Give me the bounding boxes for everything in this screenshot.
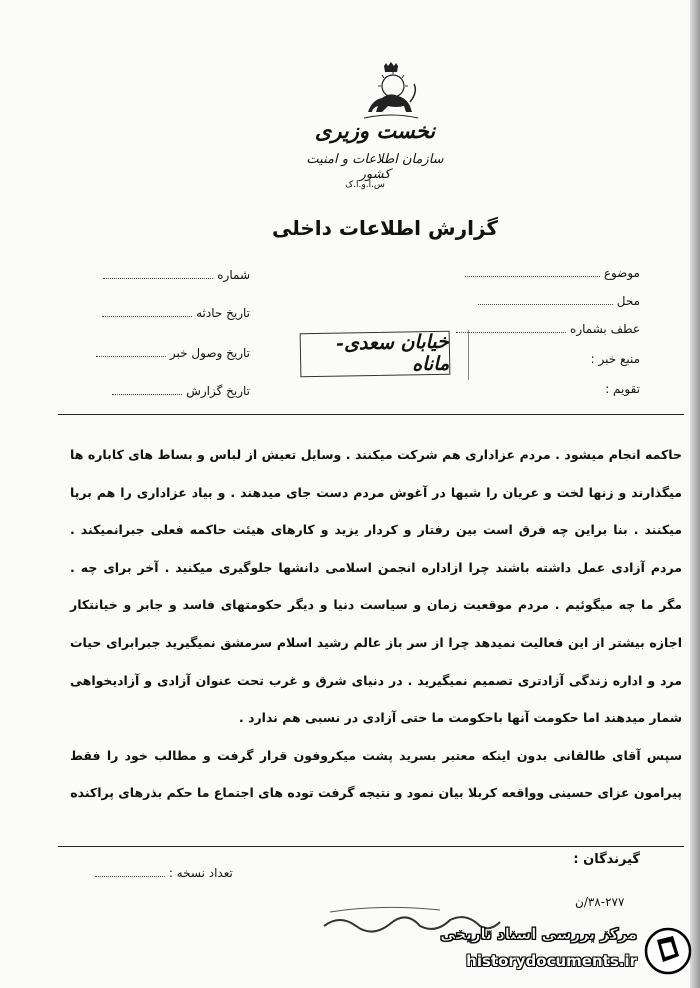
org-subtitle: سازمان اطلاعات و امنیت کشور: [306, 152, 444, 182]
org-code: س.ا.و.ا.ک: [345, 180, 385, 190]
reference-number: ۳۸-۲۷۷/ن: [575, 895, 625, 909]
copies-field: [95, 866, 233, 880]
calendar-field: [605, 382, 640, 396]
report-title: گزارش اطلاعات داخلی: [271, 216, 499, 240]
footer-divider: [58, 846, 684, 847]
number-field: [103, 268, 250, 282]
location-field: [478, 294, 640, 308]
source-label: منبع خبر :: [590, 352, 640, 366]
archive-watermark: [415, 920, 695, 982]
report-body: [70, 436, 682, 812]
copies-label: تعداد نسخه :: [168, 866, 233, 880]
incident-date-field: [102, 306, 250, 320]
subject-label: موضوع: [603, 266, 640, 280]
location-label: محل: [616, 294, 640, 308]
watermark-name: مرکز بررسی اسناد تاریخی: [440, 925, 637, 943]
archive-logo-icon: [643, 926, 693, 976]
body-paragraph-1: حاکمه انجام میشود . مردم عزاداری هم شرکت میکنند . وسایل تعیش از لباس و بساط های کاباره ها میگذارند و زنها لخت و عریان را شبها در آغوش مردم دست جای میدهند . و بیاد عزاداری را هم برپا میکنند . بنا براین چه فرق است بین رفتار و کردار یزید و کارهای هیئت حاکمه فعلی جبرانمیکند . مردم آزادی عمل داشته باشند چرا ازاداره انجمن اسلامی دانشها جلوگیری میکنید . آخر برای چه . مگر ما چه میگوئیم . مردم موقعیت زمان و سیاست دنیا و دیگر حکومتهای فاسد و جابر و خیانتکار اجازه بیشتر از این فعالیت نمیدهد چرا از سر باز عالم رشید اسلام سرمشق نمیگیرید جبرابرای حیات مرد و اداره زندگی آزادتری تصمیم نمیگیرید . در دنیای شرق و غرب تحت عنوان آزادی و آزادیخواهی شمار میدهند اما حکومت آنها باحکومت ما حتی آزادی در نسبی هم ندارد .: [70, 447, 682, 726]
report-date-field: [112, 384, 250, 398]
recipients-label: گیرندگان :: [573, 852, 640, 867]
number-label: شماره: [217, 268, 250, 282]
source-field: [591, 352, 640, 366]
news-date-field: [96, 346, 250, 360]
org-name: نخست وزیری: [314, 118, 436, 143]
source-stamp: خیابان سعدی-ماناه: [300, 331, 451, 378]
news-date-label: تاریخ وصول خبر: [169, 346, 250, 360]
body-paragraph-2: سپس آقای طالقانی بدون اینکه معتبر بسرید پشت میکروفون قرار گرفت و مطالب خود را فقط پیرامون عزای حسینی وواقعه کربلا بیان نمود و نتیجه گرفت توده های اجتماع ما حکم بذرهای پراکنده: [70, 747, 682, 801]
subject-field: [465, 266, 640, 280]
lion-and-sun-emblem-icon: [360, 62, 422, 120]
watermark-url: historydocuments.ir: [466, 952, 637, 970]
field-divider: [468, 330, 469, 380]
report-date-label: تاریخ گزارش: [186, 384, 250, 398]
incident-date-label: تاریخ حادثه: [196, 306, 250, 320]
scan-edge: [690, 0, 700, 988]
reference-label: عطف بشماره: [570, 322, 640, 336]
calendar-label: تقویم :: [605, 382, 640, 396]
header-divider: [58, 414, 684, 415]
reference-field: [456, 322, 640, 336]
